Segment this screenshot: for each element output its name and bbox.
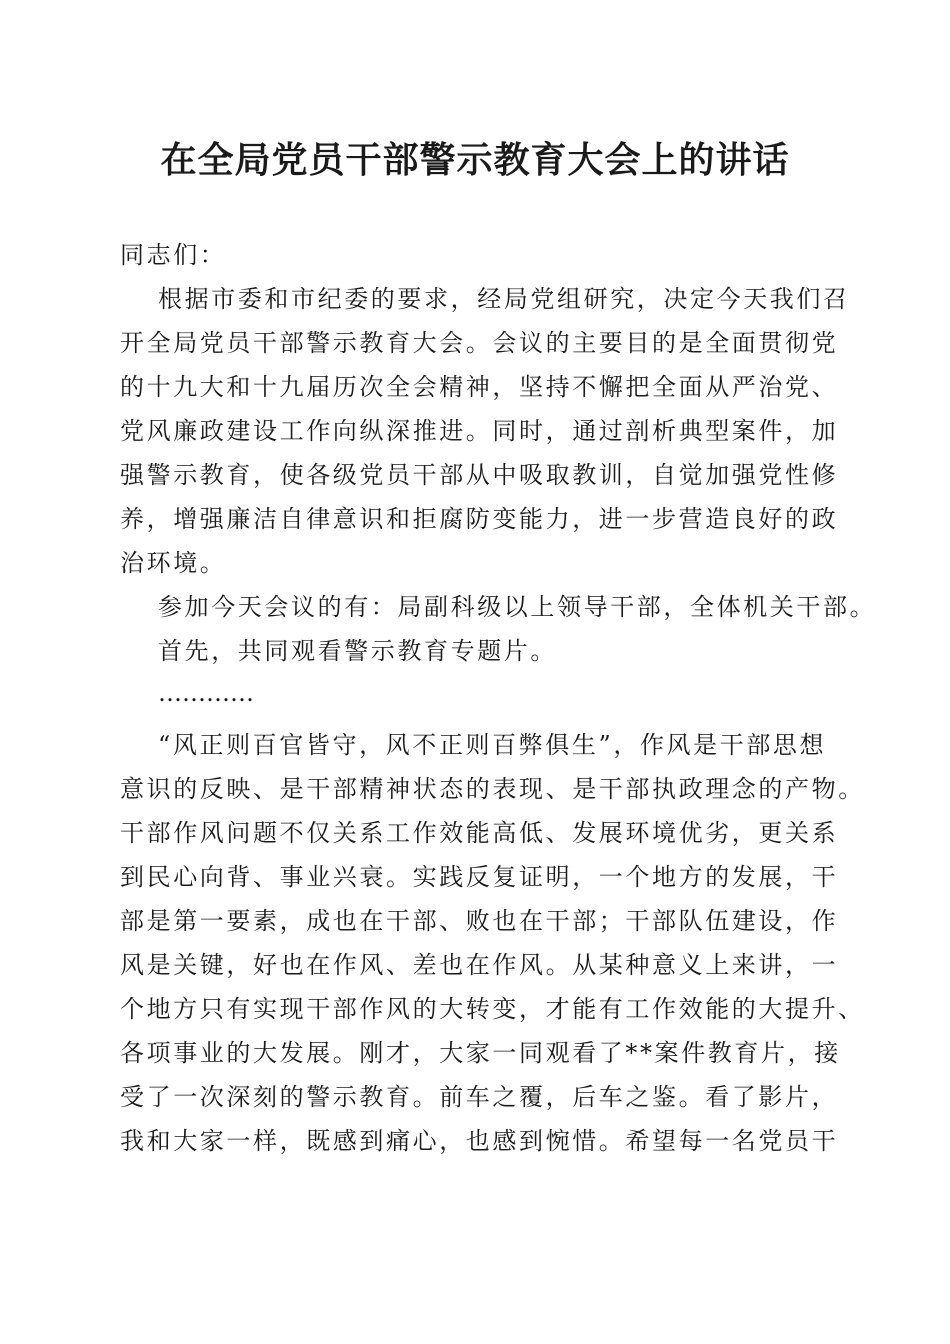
paragraph-line: “风正则百官皆守，风不正则百弊俱生”，作风是干部思想: [158, 731, 827, 759]
paragraph-line: 我和大家一样，既感到痛心，也感到惋惜。希望每一名党员干: [120, 1127, 839, 1155]
paragraph-line: 党风廉政建设工作向纵深推进。同时，通过剖析典型案件，加: [120, 417, 839, 445]
paragraph-line: 各项事业的大发展。刚才，大家一同观看了**案件教育片，接: [120, 1039, 841, 1067]
paragraph-line: 到民心向背、事业兴衰。实践反复证明，一个地方的发展，干: [120, 863, 839, 891]
salutation: 同志们：: [120, 241, 227, 269]
paragraph-line: 首先，共同观看警示教育专题片。: [158, 637, 557, 665]
paragraph-line: 参加今天会议的有：局副科级以上领导干部，全体机关干部。: [158, 593, 877, 621]
paragraph-line: 的十九大和十九届历次全会精神，坚持不懈把全面从严治党、: [120, 373, 839, 401]
paragraph-line: 部是第一要素，成也在干部、败也在干部；干部队伍建设，作: [120, 907, 839, 935]
paragraph-line: 开全局党员干部警示教育大会。会议的主要目的是全面贯彻党: [120, 329, 839, 357]
paragraph-line: 干部作风问题不仅关系工作效能高低、发展环境优劣，更关系: [120, 819, 839, 847]
page-title: 在全局党员干部警示教育大会上的讲话: [160, 139, 790, 181]
paragraph-line: 养，增强廉洁自律意识和拒腐防变能力，进一步营造良好的政: [120, 505, 839, 533]
paragraph-line: 治环境。: [120, 549, 227, 577]
paragraph-line: 个地方只有实现干部作风的大转变，才能有工作效能的大提升、: [120, 995, 865, 1023]
paragraph-line: 根据市委和市纪委的要求，经局党组研究，决定今天我们召: [158, 285, 850, 313]
paragraph-line: 风是关键，好也在作风、差也在作风。从某种意义上来讲，一: [120, 951, 839, 979]
ellipsis-line: …………: [158, 679, 254, 707]
paragraph-line: 强警示教育，使各级党员干部从中吸取教训，自觉加强党性修: [120, 461, 839, 489]
paragraph-line: 意识的反映、是干部精神状态的表现、是干部执政理念的产物。: [120, 775, 865, 803]
paragraph-line: 受了一次深刻的警示教育。前车之覆，后车之鉴。看了影片，: [120, 1083, 839, 1111]
